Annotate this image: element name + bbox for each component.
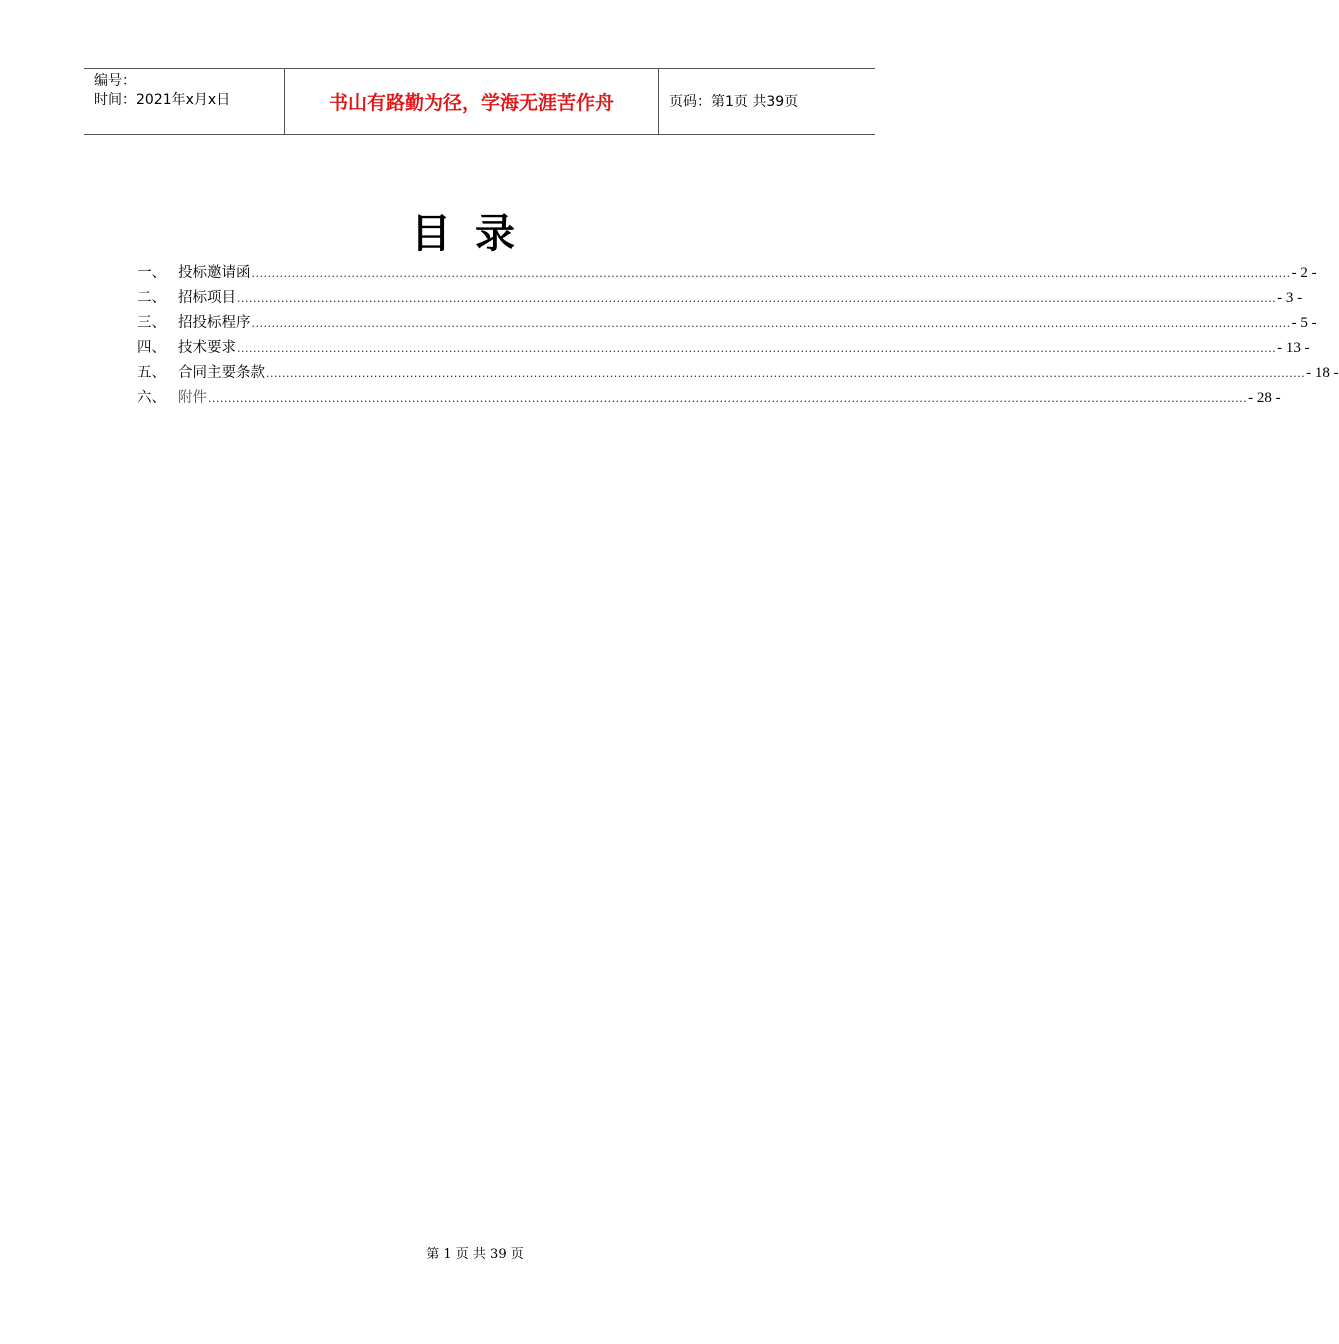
toc-entry-title[interactable]: 招标项目: [178, 290, 236, 306]
toc-entry-number: 六、: [137, 390, 166, 406]
toc-entry[interactable]: [137, 361, 1339, 386]
toc-entry-page: - 13 -: [1277, 340, 1310, 356]
toc-entry-title[interactable]: 技术要求: [178, 340, 236, 356]
header-motto-cell: [285, 69, 659, 135]
toc-entry-page: - 28 -: [1248, 390, 1281, 406]
toc-entry-page: - 18 -: [1306, 365, 1339, 381]
page-header: [84, 68, 875, 135]
toc-leader-dots: ....................................................................................................................................................................................................................................................................: [266, 367, 1306, 380]
toc-leader-dots: ....................................................................................................................................................................................................................................................................: [251, 317, 1291, 330]
table-of-contents: [137, 261, 1339, 411]
page-footer: 第 1 页 共 39 页: [426, 1247, 524, 1262]
toc-leader-dots: ....................................................................................................................................................................................................................................................................: [237, 342, 1277, 355]
header-meta-cell: [84, 69, 285, 135]
toc-entry-title[interactable]: 投标邀请函: [178, 265, 251, 281]
toc-leader-dots: ....................................................................................................................................................................................................................................................................: [251, 267, 1291, 280]
toc-entry-title[interactable]: 附件: [178, 390, 207, 406]
code-label: 编号：: [94, 73, 136, 89]
header-motto: 书山有路勤为径，学海无涯苦作舟: [328, 92, 614, 114]
toc-entry-number: 三、: [137, 315, 166, 331]
toc-entry-page: - 2 -: [1291, 265, 1317, 281]
toc-leader-dots: ....................................................................................................................................................................................................................................................................: [237, 292, 1277, 305]
toc-entry-number: 五、: [137, 365, 166, 381]
header-page-info: 页码：第1页 共39页: [669, 94, 799, 110]
toc-entry-title[interactable]: 招投标程序: [178, 315, 251, 331]
header-page-cell: [659, 69, 875, 135]
toc-entry[interactable]: [137, 286, 1303, 311]
toc-entry[interactable]: [137, 261, 1317, 286]
toc-entry-number: 一、: [137, 265, 166, 281]
toc-entry[interactable]: [137, 336, 1310, 361]
toc-entry-number: 四、: [137, 340, 166, 356]
toc-leader-dots: ....................................................................................................................................................................................................................................................................: [208, 392, 1248, 405]
toc-entry-number: 二、: [137, 290, 166, 306]
toc-entry-title[interactable]: 合同主要条款: [178, 365, 265, 381]
toc-entry[interactable]: [137, 386, 1281, 411]
toc-entry-page: - 3 -: [1277, 290, 1303, 306]
time-label: 时间：2021年x月x日: [94, 92, 231, 108]
toc-title: 目录: [411, 210, 539, 257]
toc-entry-page: - 5 -: [1291, 315, 1317, 331]
toc-entry[interactable]: [137, 311, 1317, 336]
